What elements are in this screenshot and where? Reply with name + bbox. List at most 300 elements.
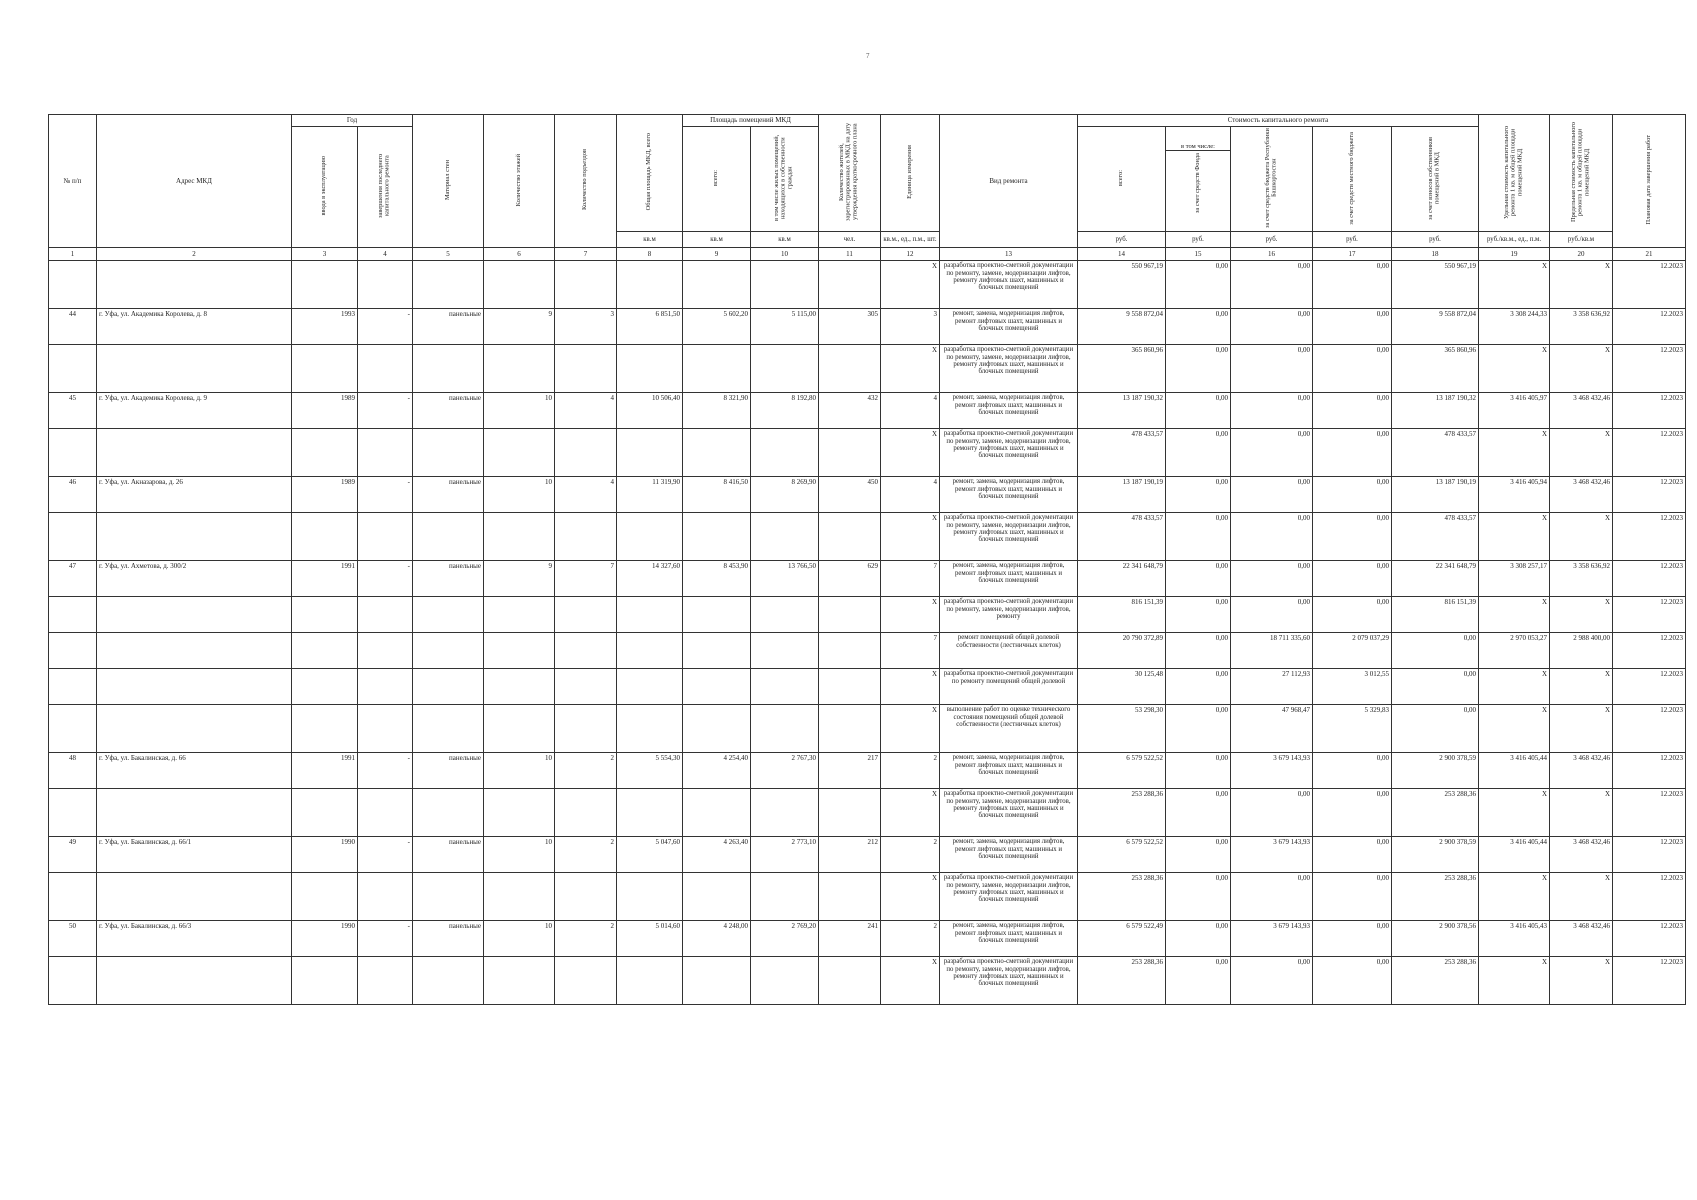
header-premises-residential: в том числе жилых помещений, находящихся в собственности граждан <box>773 134 794 222</box>
cost-owners-cell: 478 433,57 <box>1392 429 1479 477</box>
premises-total-cell <box>683 705 751 753</box>
work-type-cell: разработка проектно-сметной документации по ремонту, замене, модернизации лифтов, ремонту <box>940 597 1078 633</box>
cost-total-cell: 550 967,19 <box>1078 261 1166 309</box>
total-area-cell: 10 506,40 <box>617 393 683 429</box>
total-area-cell <box>617 513 683 561</box>
max-cost-cell: X <box>1550 345 1613 393</box>
row-number: 44 <box>49 309 97 345</box>
year-commission-cell <box>292 633 358 669</box>
cost-owners-cell: 550 967,19 <box>1392 261 1479 309</box>
address-cell: г. Уфа, ул. Бакалинская, д. 66 <box>97 753 292 789</box>
wall-material-cell <box>413 633 484 669</box>
total-area-cell <box>617 957 683 1005</box>
cost-fund-cell: 0,00 <box>1166 921 1231 957</box>
header-total-area: Общая площадь МКД, всего <box>645 133 653 211</box>
wall-material-cell <box>413 261 484 309</box>
cost-local-cell: 3 012,55 <box>1313 669 1392 705</box>
cost-total-cell: 365 860,96 <box>1078 345 1166 393</box>
cost-republic-cell: 3 679 143,93 <box>1231 753 1313 789</box>
column-number: 3 <box>292 248 358 261</box>
cost-republic-cell: 0,00 <box>1231 873 1313 921</box>
year-last-repair-cell: - <box>358 753 413 789</box>
cost-total-cell: 20 790 372,89 <box>1078 633 1166 669</box>
wall-material-cell: панельные <box>413 561 484 597</box>
entrances-cell: 2 <box>555 837 617 873</box>
cost-fund-cell: 0,00 <box>1166 345 1231 393</box>
cost-fund-cell: 0,00 <box>1166 957 1231 1005</box>
max-cost-cell: 3 468 432,46 <box>1550 753 1613 789</box>
capital-repair-plan-table <box>48 114 1686 1005</box>
cost-fund-cell: 0,00 <box>1166 393 1231 429</box>
unit-cost-cell: X <box>1479 513 1550 561</box>
unit-cost-cell: X <box>1479 957 1550 1005</box>
cost-total-cell: 6 579 522,52 <box>1078 753 1166 789</box>
premises-residential-cell: 2 767,30 <box>751 753 819 789</box>
cost-republic-cell: 3 679 143,93 <box>1231 921 1313 957</box>
unit-measure-cell: 7 <box>881 561 940 597</box>
entrances-cell: 4 <box>555 477 617 513</box>
column-number: 2 <box>97 248 292 261</box>
residents-cell: 241 <box>819 921 881 957</box>
residents-cell <box>819 957 881 1005</box>
floors-cell <box>484 789 555 837</box>
year-commission-cell: 1990 <box>292 837 358 873</box>
column-number: 16 <box>1231 248 1313 261</box>
floors-cell: 9 <box>484 309 555 345</box>
premises-residential-cell <box>751 345 819 393</box>
residents-cell <box>819 705 881 753</box>
work-type-cell: ремонт, замена, модернизация лифтов, ремонт лифтовых шахт, машинных и блочных помещений <box>940 561 1078 597</box>
year-last-repair-cell <box>358 345 413 393</box>
column-number: 13 <box>940 248 1078 261</box>
year-last-repair-cell <box>358 261 413 309</box>
column-number: 8 <box>617 248 683 261</box>
row-number <box>49 873 97 921</box>
premises-residential-cell <box>751 705 819 753</box>
unit-cost-cell: X <box>1479 261 1550 309</box>
row-number <box>49 789 97 837</box>
year-last-repair-cell: - <box>358 921 413 957</box>
floors-cell <box>484 957 555 1005</box>
header-premises-group: Площадь помещений МКД <box>683 115 819 127</box>
cost-total-cell: 253 288,36 <box>1078 873 1166 921</box>
header-year-commission: ввода в эксплуатацию <box>320 156 328 216</box>
premises-total-cell <box>683 957 751 1005</box>
column-number: 18 <box>1392 248 1479 261</box>
unit-cost-cell: 3 416 405,97 <box>1479 393 1550 429</box>
cost-local-cell: 0,00 <box>1313 513 1392 561</box>
year-last-repair-cell <box>358 705 413 753</box>
premises-residential-cell <box>751 429 819 477</box>
work-type-cell: разработка проектно-сметной документации по ремонту, замене, модернизации лифтов, ремонту лифтовых шахт, машинных и блочных помещений <box>940 873 1078 921</box>
unit-measure-cell: 4 <box>881 477 940 513</box>
cost-local-cell: 0,00 <box>1313 429 1392 477</box>
cost-republic-cell: 47 968,47 <box>1231 705 1313 753</box>
total-area-cell <box>617 789 683 837</box>
residents-cell: 450 <box>819 477 881 513</box>
deadline-cell: 12.2023 <box>1613 477 1686 513</box>
unit-cell: кв.м <box>617 232 683 248</box>
premises-total-cell <box>683 513 751 561</box>
column-number: 21 <box>1613 248 1686 261</box>
cost-local-cell: 0,00 <box>1313 789 1392 837</box>
year-commission-cell <box>292 261 358 309</box>
cost-fund-cell: 0,00 <box>1166 753 1231 789</box>
page-number: 7 <box>866 52 870 60</box>
year-last-repair-cell <box>358 597 413 633</box>
residents-cell <box>819 669 881 705</box>
table-row <box>49 561 1686 597</box>
deadline-cell: 12.2023 <box>1613 921 1686 957</box>
cost-local-cell: 0,00 <box>1313 597 1392 633</box>
wall-material-cell: панельные <box>413 837 484 873</box>
unit-cost-cell: 2 970 053,27 <box>1479 633 1550 669</box>
max-cost-cell: X <box>1550 705 1613 753</box>
unit-measure-cell: X <box>881 705 940 753</box>
max-cost-cell: 2 988 400,00 <box>1550 633 1613 669</box>
unit-measure-cell: X <box>881 513 940 561</box>
deadline-cell: 12.2023 <box>1613 633 1686 669</box>
cost-local-cell: 0,00 <box>1313 393 1392 429</box>
wall-material-cell <box>413 669 484 705</box>
premises-total-cell: 8 453,90 <box>683 561 751 597</box>
deadline-cell: 12.2023 <box>1613 789 1686 837</box>
unit-cell: руб. <box>1166 232 1231 248</box>
entrances-cell: 2 <box>555 753 617 789</box>
max-cost-cell: X <box>1550 429 1613 477</box>
cost-total-cell: 53 298,30 <box>1078 705 1166 753</box>
total-area-cell <box>617 345 683 393</box>
wall-material-cell <box>413 789 484 837</box>
year-last-repair-cell <box>358 789 413 837</box>
address-cell <box>97 513 292 561</box>
unit-cost-cell: 3 308 257,17 <box>1479 561 1550 597</box>
row-number <box>49 345 97 393</box>
cost-fund-cell: 0,00 <box>1166 705 1231 753</box>
cost-republic-cell: 0,00 <box>1231 309 1313 345</box>
entrances-cell <box>555 261 617 309</box>
wall-material-cell <box>413 513 484 561</box>
premises-residential-cell <box>751 789 819 837</box>
header-num: № п/п <box>49 115 97 248</box>
header-entrances: Количество подъездов <box>581 149 589 211</box>
unit-cost-cell: 3 416 405,94 <box>1479 477 1550 513</box>
table-row <box>49 309 1686 345</box>
deadline-cell: 12.2023 <box>1613 561 1686 597</box>
floors-cell: 10 <box>484 837 555 873</box>
cost-republic-cell: 3 679 143,93 <box>1231 837 1313 873</box>
deadline-cell: 12.2023 <box>1613 393 1686 429</box>
total-area-cell <box>617 633 683 669</box>
max-cost-cell: X <box>1550 789 1613 837</box>
column-number: 5 <box>413 248 484 261</box>
max-cost-cell: 3 468 432,46 <box>1550 921 1613 957</box>
column-number-row <box>49 248 1686 261</box>
floors-cell: 10 <box>484 477 555 513</box>
header-address: Адрес МКД <box>97 115 292 248</box>
cost-owners-cell: 0,00 <box>1392 705 1479 753</box>
cost-fund-cell: 0,00 <box>1166 633 1231 669</box>
premises-total-cell <box>683 669 751 705</box>
deadline-cell: 12.2023 <box>1613 597 1686 633</box>
deadline-cell: 12.2023 <box>1613 753 1686 789</box>
row-number <box>49 513 97 561</box>
work-type-cell: разработка проектно-сметной документации по ремонту помещений общей долевой <box>940 669 1078 705</box>
premises-residential-cell <box>751 633 819 669</box>
column-number: 19 <box>1479 248 1550 261</box>
table-row <box>49 345 1686 393</box>
unit-measure-cell: X <box>881 261 940 309</box>
year-commission-cell <box>292 429 358 477</box>
year-commission-cell: 1989 <box>292 477 358 513</box>
unit-cell: руб. <box>1313 232 1392 248</box>
unit-measure-cell: 2 <box>881 837 940 873</box>
premises-total-cell: 5 602,20 <box>683 309 751 345</box>
wall-material-cell: панельные <box>413 477 484 513</box>
premises-total-cell <box>683 633 751 669</box>
residents-cell <box>819 429 881 477</box>
cost-fund-cell: 0,00 <box>1166 669 1231 705</box>
deadline-cell: 12.2023 <box>1613 837 1686 873</box>
year-commission-cell <box>292 597 358 633</box>
row-number <box>49 669 97 705</box>
work-type-cell: разработка проектно-сметной документации по ремонту, замене, модернизации лифтов, ремонту лифтовых шахт, машинных и блочных помещений <box>940 513 1078 561</box>
unit-cell: руб./кв.м., ед., п.м. <box>1479 232 1550 248</box>
row-number: 47 <box>49 561 97 597</box>
unit-cell: кв.м <box>751 232 819 248</box>
unit-cell: кв.м <box>683 232 751 248</box>
work-type-cell: выполнение работ по оценке технического состояния помещений общей долевой собственности (лестничных клеток) <box>940 705 1078 753</box>
deadline-cell: 12.2023 <box>1613 345 1686 393</box>
year-last-repair-cell: - <box>358 477 413 513</box>
year-commission-cell <box>292 789 358 837</box>
column-number: 1 <box>49 248 97 261</box>
total-area-cell <box>617 873 683 921</box>
wall-material-cell: панельные <box>413 393 484 429</box>
entrances-cell <box>555 873 617 921</box>
entrances-cell <box>555 633 617 669</box>
year-commission-cell: 1989 <box>292 393 358 429</box>
header-cost-fund: за счет средств Фонда <box>1193 153 1201 214</box>
row-number <box>49 633 97 669</box>
premises-residential-cell: 13 766,50 <box>751 561 819 597</box>
floors-cell <box>484 429 555 477</box>
unit-cost-cell: X <box>1479 789 1550 837</box>
unit-cost-cell: X <box>1479 429 1550 477</box>
unit-measure-cell: 4 <box>881 393 940 429</box>
entrances-cell: 7 <box>555 561 617 597</box>
header-wall-material: Материал стен <box>443 159 451 201</box>
work-type-cell: ремонт, замена, модернизация лифтов, ремонт лифтовых шахт, машинных и блочных помещений <box>940 921 1078 957</box>
unit-cost-cell: X <box>1479 705 1550 753</box>
row-number <box>49 597 97 633</box>
cost-fund-cell: 0,00 <box>1166 873 1231 921</box>
max-cost-cell: X <box>1550 873 1613 921</box>
residents-cell <box>819 345 881 393</box>
table-row <box>49 633 1686 669</box>
unit-measure-cell: 3 <box>881 309 940 345</box>
deadline-cell: 12.2023 <box>1613 513 1686 561</box>
cost-owners-cell: 2 900 378,59 <box>1392 837 1479 873</box>
column-number: 14 <box>1078 248 1166 261</box>
cost-total-cell: 6 579 522,52 <box>1078 837 1166 873</box>
cost-owners-cell: 253 288,36 <box>1392 789 1479 837</box>
wall-material-cell: панельные <box>413 921 484 957</box>
premises-total-cell: 4 263,40 <box>683 837 751 873</box>
cost-fund-cell: 0,00 <box>1166 261 1231 309</box>
cost-owners-cell: 22 341 648,79 <box>1392 561 1479 597</box>
premises-residential-cell: 8 269,90 <box>751 477 819 513</box>
cost-owners-cell: 816 151,39 <box>1392 597 1479 633</box>
residents-cell: 212 <box>819 837 881 873</box>
entrances-cell <box>555 345 617 393</box>
row-number <box>49 261 97 309</box>
work-type-cell: разработка проектно-сметной документации по ремонту, замене, модернизации лифтов, ремонту лифтовых шахт, машинных и блочных помещений <box>940 789 1078 837</box>
wall-material-cell <box>413 345 484 393</box>
unit-measure-cell: X <box>881 669 940 705</box>
year-commission-cell: 1991 <box>292 753 358 789</box>
cost-local-cell: 0,00 <box>1313 957 1392 1005</box>
cost-local-cell: 0,00 <box>1313 921 1392 957</box>
premises-residential-cell <box>751 957 819 1005</box>
table-row <box>49 957 1686 1005</box>
row-number: 48 <box>49 753 97 789</box>
entrances-cell <box>555 429 617 477</box>
total-area-cell: 5 047,60 <box>617 837 683 873</box>
premises-residential-cell: 2 773,10 <box>751 837 819 873</box>
unit-cost-cell: 3 416 405,44 <box>1479 837 1550 873</box>
row-number: 49 <box>49 837 97 873</box>
cost-owners-cell: 9 558 872,04 <box>1392 309 1479 345</box>
column-number: 6 <box>484 248 555 261</box>
header-cost-local: за счет средств местного бюджета <box>1347 131 1355 225</box>
row-number <box>49 705 97 753</box>
wall-material-cell <box>413 873 484 921</box>
unit-cell: руб. <box>1078 232 1166 248</box>
row-number <box>49 957 97 1005</box>
header-residents: Количество жителей, зарегистрированных в МКД на дату утверждения краткосрочного плана <box>838 122 859 222</box>
work-type-cell: ремонт, замена, модернизация лифтов, ремонт лифтовых шахт, машинных и блочных помещений <box>940 753 1078 789</box>
wall-material-cell: панельные <box>413 753 484 789</box>
year-commission-cell <box>292 669 358 705</box>
header-work-type: Вид ремонта <box>940 115 1078 248</box>
cost-republic-cell: 0,00 <box>1231 393 1313 429</box>
cost-fund-cell: 0,00 <box>1166 513 1231 561</box>
max-cost-cell: 3 468 432,46 <box>1550 393 1613 429</box>
year-last-repair-cell <box>358 513 413 561</box>
residents-cell: 629 <box>819 561 881 597</box>
column-number: 15 <box>1166 248 1231 261</box>
column-number: 9 <box>683 248 751 261</box>
max-cost-cell: 3 468 432,46 <box>1550 477 1613 513</box>
year-last-repair-cell <box>358 669 413 705</box>
cost-owners-cell: 253 288,36 <box>1392 957 1479 1005</box>
work-type-cell: разработка проектно-сметной документации по ремонту, замене, модернизации лифтов, ремонту лифтовых шахт, машинных и блочных помещений <box>940 261 1078 309</box>
cost-local-cell: 0,00 <box>1313 837 1392 873</box>
cost-owners-cell: 365 860,96 <box>1392 345 1479 393</box>
residents-cell <box>819 261 881 309</box>
header-max-cost: Предельная стоимость капитального ремонта 1 кв. м общей площади помещений МКД <box>1569 122 1591 222</box>
address-cell <box>97 957 292 1005</box>
column-number: 11 <box>819 248 881 261</box>
unit-cost-cell: 3 308 244,33 <box>1479 309 1550 345</box>
table-row <box>49 921 1686 957</box>
work-type-cell: ремонт, замена, модернизация лифтов, ремонт лифтовых шахт, машинных и блочных помещений <box>940 309 1078 345</box>
address-cell <box>97 873 292 921</box>
year-last-repair-cell <box>358 429 413 477</box>
total-area-cell <box>617 705 683 753</box>
year-commission-cell <box>292 345 358 393</box>
unit-cost-cell: X <box>1479 873 1550 921</box>
cost-local-cell: 2 079 037,29 <box>1313 633 1392 669</box>
cost-local-cell: 0,00 <box>1313 753 1392 789</box>
residents-cell: 305 <box>819 309 881 345</box>
premises-residential-cell <box>751 513 819 561</box>
premises-total-cell: 4 248,00 <box>683 921 751 957</box>
unit-cost-cell: X <box>1479 669 1550 705</box>
premises-total-cell <box>683 873 751 921</box>
cost-total-cell: 253 288,36 <box>1078 957 1166 1005</box>
total-area-cell <box>617 669 683 705</box>
year-last-repair-cell: - <box>358 309 413 345</box>
row-number <box>49 429 97 477</box>
floors-cell <box>484 705 555 753</box>
table-row <box>49 873 1686 921</box>
header-cost-republic: за счет средств бюджета Республики Башкортостан <box>1263 128 1278 228</box>
table-row <box>49 477 1686 513</box>
unit-measure-cell: X <box>881 957 940 1005</box>
work-type-cell: ремонт, замена, модернизация лифтов, ремонт лифтовых шахт, машинных и блочных помещений <box>940 393 1078 429</box>
cost-fund-cell: 0,00 <box>1166 561 1231 597</box>
floors-cell <box>484 669 555 705</box>
year-last-repair-cell: - <box>358 837 413 873</box>
floors-cell: 10 <box>484 921 555 957</box>
header-premises-total: всего: <box>712 169 720 187</box>
unit-cell: кв.м., ед., п.м., шт. <box>881 232 940 248</box>
column-number: 7 <box>555 248 617 261</box>
cost-republic-cell: 0,00 <box>1231 561 1313 597</box>
floors-cell <box>484 261 555 309</box>
cost-republic-cell: 0,00 <box>1231 597 1313 633</box>
column-number: 12 <box>881 248 940 261</box>
unit-cell: чел. <box>819 232 881 248</box>
address-cell <box>97 705 292 753</box>
year-last-repair-cell: - <box>358 561 413 597</box>
premises-total-cell <box>683 261 751 309</box>
wall-material-cell <box>413 597 484 633</box>
cost-total-cell: 478 433,57 <box>1078 429 1166 477</box>
work-type-cell: ремонт, замена, модернизация лифтов, ремонт лифтовых шахт, машинных и блочных помещений <box>940 477 1078 513</box>
unit-measure-cell: X <box>881 429 940 477</box>
floors-cell: 10 <box>484 753 555 789</box>
premises-residential-cell <box>751 261 819 309</box>
wall-material-cell: панельные <box>413 309 484 345</box>
residents-cell: 432 <box>819 393 881 429</box>
unit-measure-cell: 7 <box>881 633 940 669</box>
year-commission-cell <box>292 705 358 753</box>
cost-local-cell: 0,00 <box>1313 261 1392 309</box>
deadline-cell: 12.2023 <box>1613 429 1686 477</box>
max-cost-cell: X <box>1550 261 1613 309</box>
year-commission-cell: 1990 <box>292 921 358 957</box>
deadline-cell: 12.2023 <box>1613 309 1686 345</box>
column-number: 17 <box>1313 248 1392 261</box>
cost-total-cell: 13 187 190,19 <box>1078 477 1166 513</box>
unit-cost-cell: 3 416 405,43 <box>1479 921 1550 957</box>
total-area-cell: 14 327,60 <box>617 561 683 597</box>
wall-material-cell <box>413 957 484 1005</box>
cost-owners-cell: 13 187 190,19 <box>1392 477 1479 513</box>
